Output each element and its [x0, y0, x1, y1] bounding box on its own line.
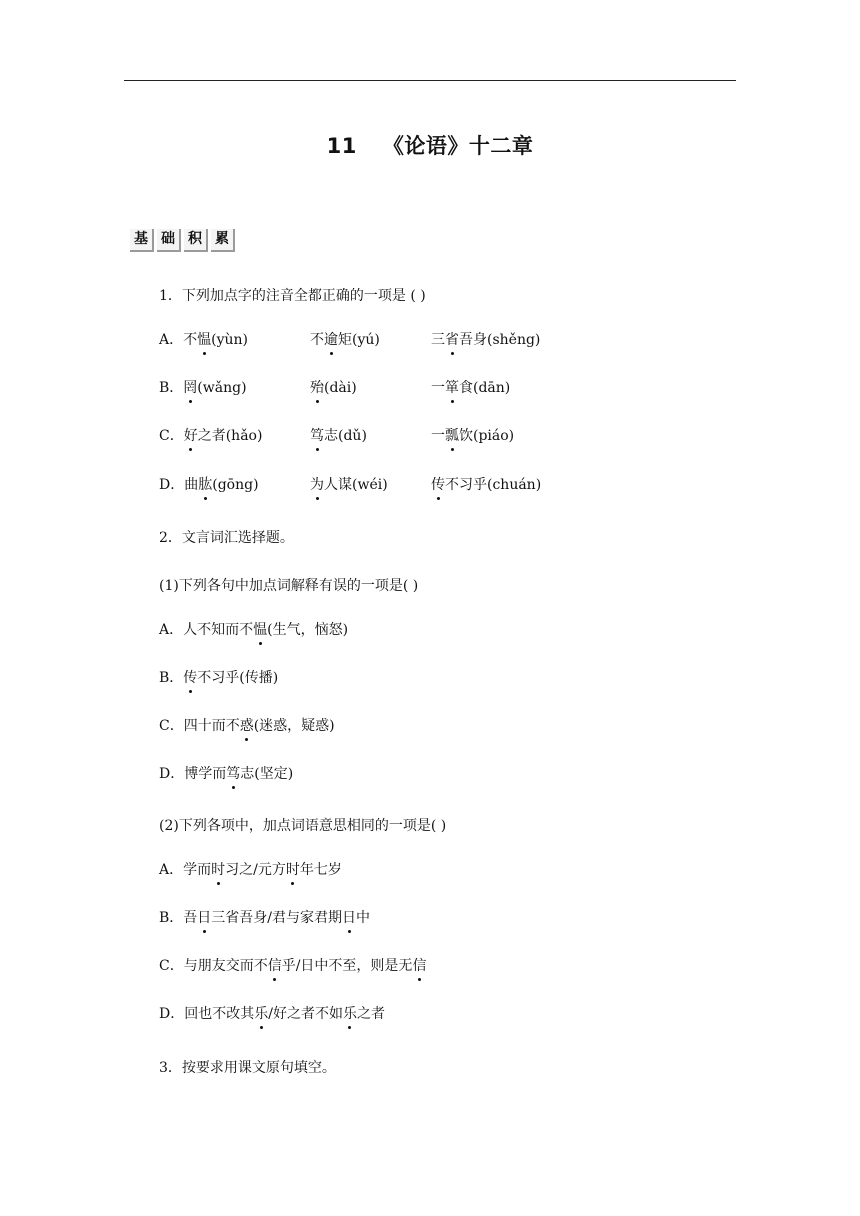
question-2-stem: 2．文言词汇选择题。 — [159, 530, 294, 546]
option-label: C． — [159, 718, 184, 734]
option-label: D． — [159, 1006, 185, 1022]
dotted-char: 为 — [310, 477, 324, 493]
q1-option-b: B．罔(wǎng) — [159, 380, 247, 396]
q2-2-option-b: B．吾日三省吾身/君与家君期日中 — [159, 910, 371, 926]
option-label: D． — [159, 766, 185, 782]
lesson-number: 11 — [326, 134, 357, 158]
q1-option-c-item-3: 一瓢饮(piáo) — [431, 428, 515, 444]
dotted-char: 愠 — [253, 622, 268, 638]
q2-1-option-a: A．人不知而不愠(生气，恼怒) — [159, 622, 349, 638]
section-char: 积 — [184, 229, 208, 252]
q1-option-d-item-3: 传不习乎(chuán) — [431, 477, 542, 493]
dotted-char: 信 — [267, 958, 282, 974]
page-title — [0, 130, 860, 160]
q2-2-option-c: C．与朋友交而不信乎/日中不至，则是无信 — [159, 958, 427, 974]
dotted-char: 传 — [183, 670, 198, 686]
section-heading — [130, 229, 238, 252]
dotted-char: 罔 — [183, 380, 198, 396]
lesson-title: 《论语》十二章 — [382, 134, 534, 158]
q1-option-d-item-2: 为人谋(wéi) — [310, 477, 388, 493]
question-2-2-stem: (2)下列各项中，加点词语意思相同的一项是( ) — [159, 818, 447, 834]
dotted-char: 日 — [342, 910, 357, 926]
option-label: B． — [159, 670, 184, 686]
option-label: D． — [159, 477, 185, 493]
dotted-char: 乐 — [342, 1006, 357, 1022]
q1-option-c-item-2: 笃志(dǔ) — [310, 428, 367, 444]
q2-2-option-a: A．学而时习之/元方时年七岁 — [159, 862, 342, 878]
dotted-char: 笃 — [310, 428, 324, 444]
q1-option-a-item-2: 不逾矩(yú) — [310, 332, 380, 348]
option-label: C． — [159, 958, 184, 974]
dotted-char: 惑 — [239, 718, 254, 734]
option-label: A． — [159, 332, 184, 348]
dotted-char: 时 — [285, 862, 300, 878]
section-char: 基 — [130, 229, 154, 252]
option-label: B． — [159, 380, 184, 396]
dotted-char: 省 — [445, 332, 459, 348]
dotted-char: 日 — [197, 910, 212, 926]
dotted-char: 乐 — [254, 1006, 269, 1022]
q1-option-c: C．好之者(hǎo) — [159, 428, 263, 444]
dotted-char: 时 — [211, 862, 226, 878]
q2-2-option-d: D．回也不改其乐/好之者不如乐之者 — [159, 1006, 385, 1022]
section-char: 累 — [211, 229, 235, 252]
section-char: 础 — [157, 229, 181, 252]
q1-option-a-item-3: 三省吾身(shěng) — [431, 332, 541, 348]
q1-option-b-item-2: 殆(dài) — [310, 380, 357, 396]
dotted-char: 传 — [431, 477, 445, 493]
option-label: B． — [159, 910, 184, 926]
dotted-char: 箪 — [445, 380, 459, 396]
question-2-1-stem: (1)下列各句中加点词解释有误的一项是( ) — [159, 578, 419, 594]
header-rule — [124, 80, 736, 81]
option-label: A． — [159, 862, 184, 878]
dotted-char: 好 — [183, 428, 198, 444]
q1-option-d: D．曲肱(gōng) — [159, 477, 259, 493]
dotted-char: 信 — [412, 958, 427, 974]
q2-1-option-c: C．四十而不惑(迷惑，疑惑) — [159, 718, 335, 734]
dotted-char: 殆 — [310, 380, 324, 396]
dotted-char: 愠 — [197, 332, 212, 348]
option-label: C． — [159, 428, 184, 444]
q1-option-a: A．不愠(yùn) — [159, 332, 248, 348]
option-label: A． — [159, 622, 184, 638]
dotted-char: 瓢 — [445, 428, 459, 444]
question-3-stem: 3．按要求用课文原句填空。 — [159, 1060, 336, 1076]
dotted-char: 肱 — [198, 477, 213, 493]
question-1-stem: 1．下列加点字的注音全都正确的一项是 ( ) — [159, 288, 426, 304]
dotted-char: 笃 — [226, 766, 241, 782]
q2-1-option-d: D．博学而笃志(坚定) — [159, 766, 294, 782]
q2-1-option-b: B．传不习乎(传播) — [159, 670, 279, 686]
q1-option-b-item-3: 一箪食(dān) — [431, 380, 511, 396]
dotted-char: 逾 — [324, 332, 338, 348]
